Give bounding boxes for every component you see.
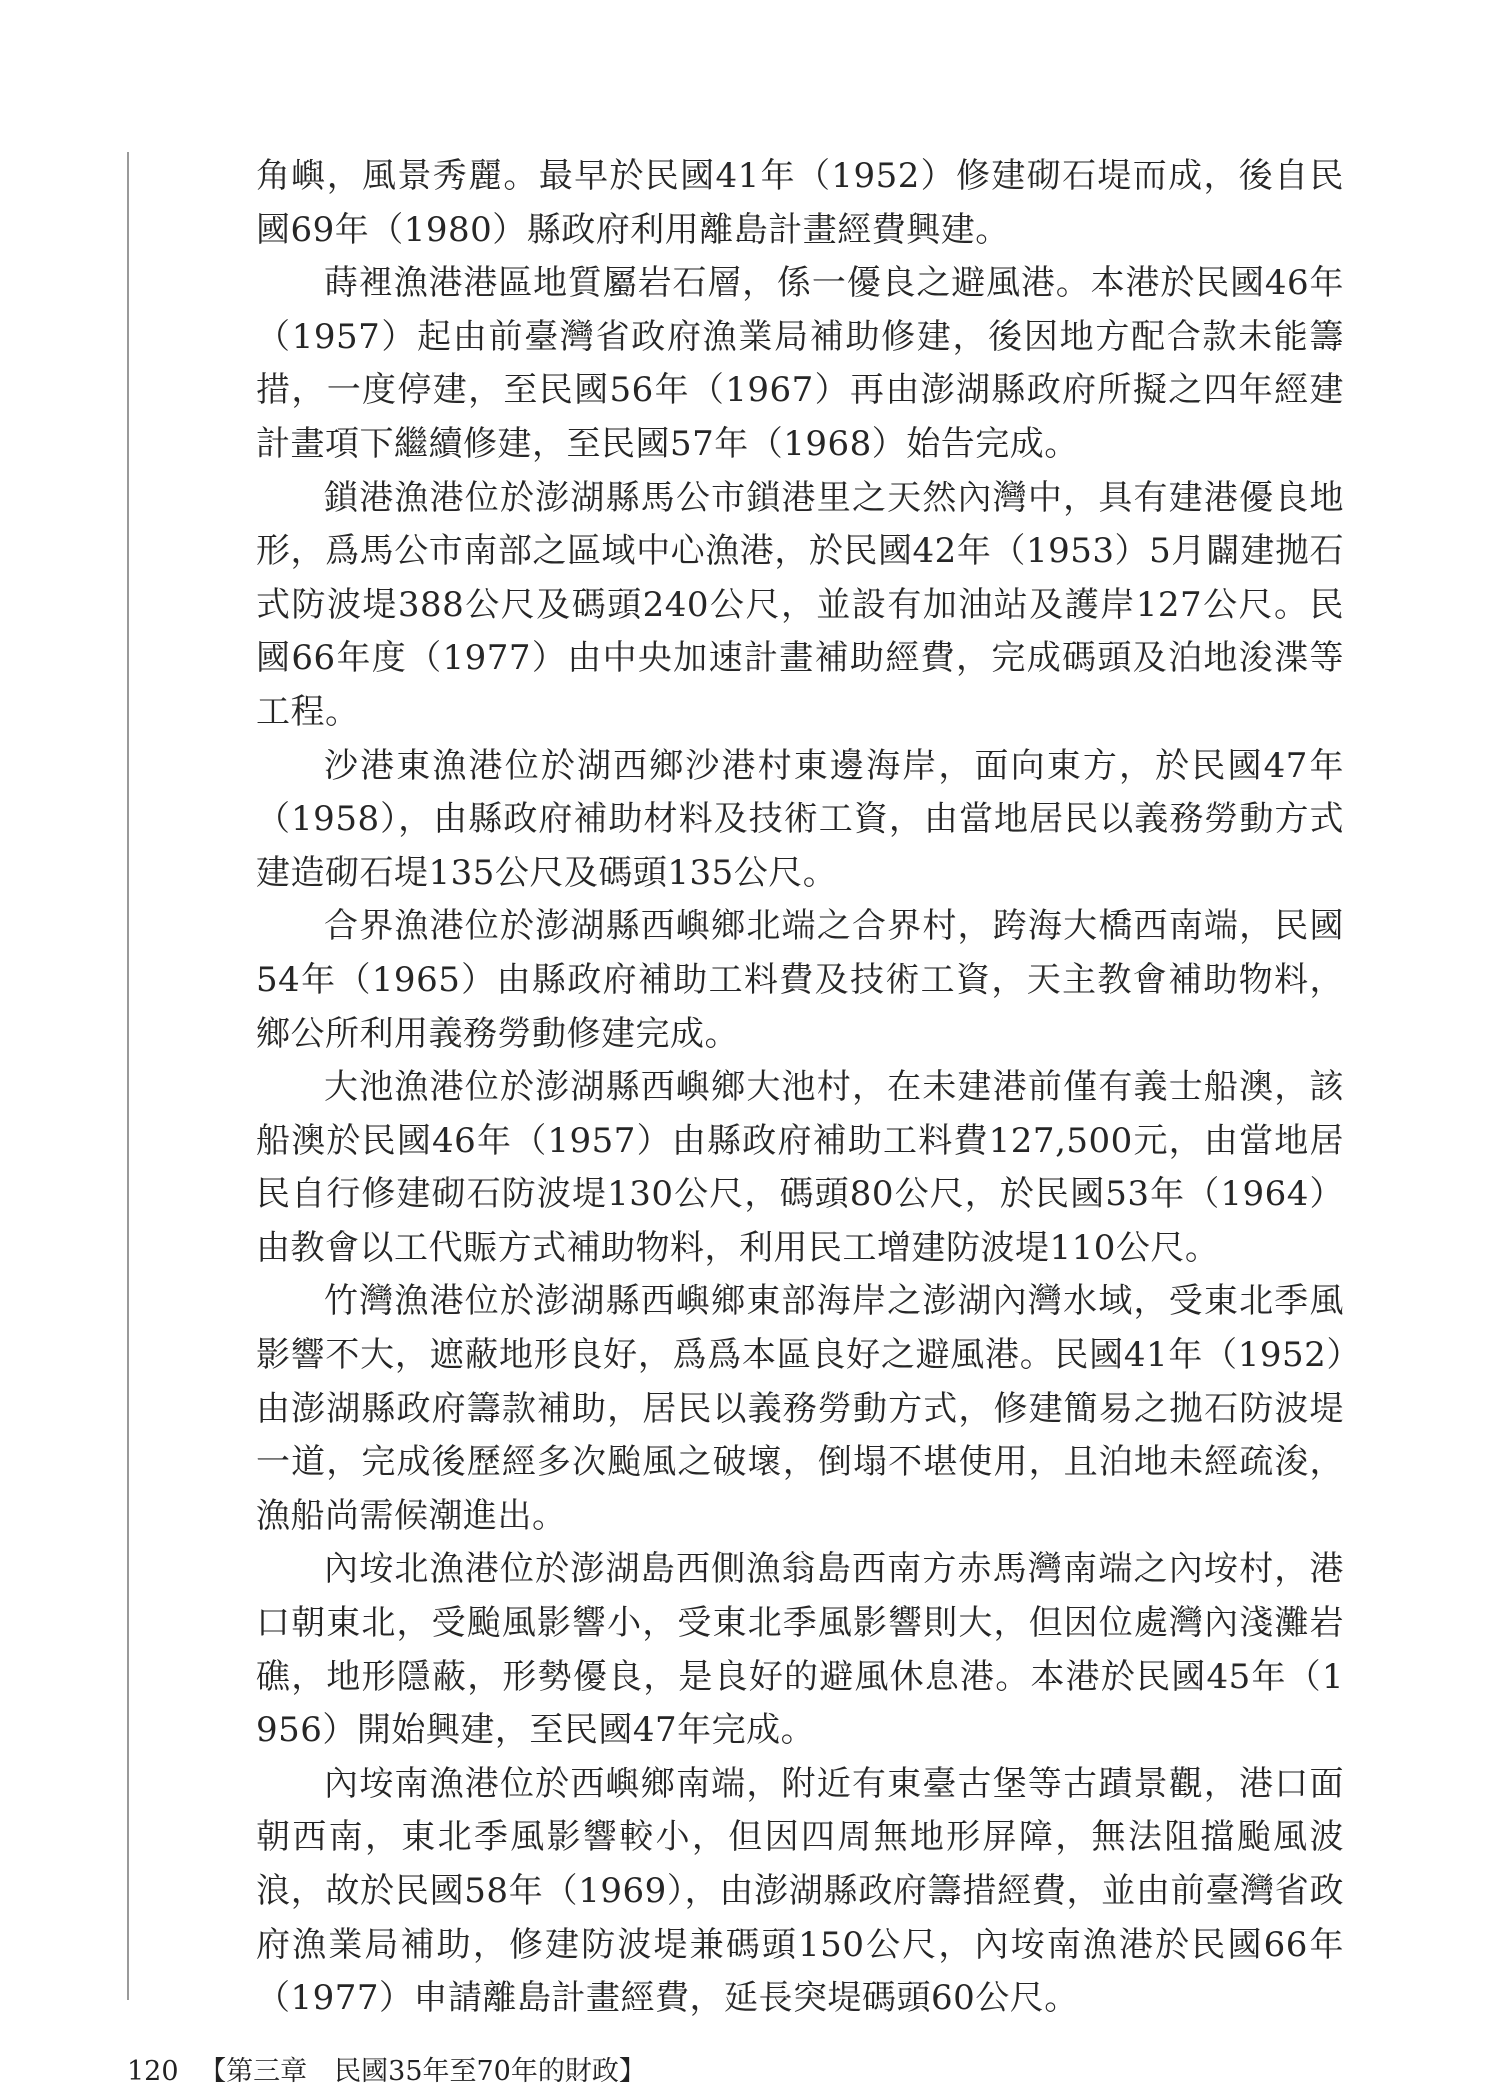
running-head: 【第三章 民國35年至70年的財政】 <box>199 2056 646 2087</box>
paragraph: 沙港東漁港位於湖西鄉沙港村東邊海岸，面向東方，於民國47年（1958），由縣政府補助材料及技術工資，由當地居民以義務勞動方式建造砌石堤135公尺及碼頭135公尺。 <box>256 745 1344 893</box>
paragraph: 內垵南漁港位於西嶼鄉南端，附近有東臺古堡等古蹟景觀，港口面朝西南，東北季風影響較小，但因四周無地形屏障，無法阻擋颱風波浪，故於民國58年（1969），由澎湖縣政府籌措經費，並由前臺灣省政府漁業局補助，修建防波堤兼碼頭150公尺，內垵南漁港於民國66年（1977）申請離島計畫經費，延長突堤碼頭60公尺。 <box>256 1763 1344 2019</box>
paragraph: 內垵北漁港位於澎湖島西側漁翁島西南方赤馬灣南端之內垵村，港口朝東北，受颱風影響小，受東北季風影響則大，但因位處灣內淺灘岩礁，地形隱蔽，形勢優良，是良好的避風休息港。本港於民國45年（1956）開始興建，至民國47年完成。 <box>256 1549 1344 1751</box>
paragraph: 蒔裡漁港港區地質屬岩石層，係一優良之避風港。本港於民國46年（1957）起由前臺灣省政府漁業局補助修建，後因地方配合款未能籌措，一度停建，至民國56年（1967）再由澎湖縣政府所擬之四年經建計畫項下繼續修建，至民國57年（1968）始告完成。 <box>256 263 1344 464</box>
page-number: 120 <box>127 2056 179 2087</box>
paragraph: 鎖港漁港位於澎湖縣馬公市鎖港里之天然內灣中，具有建港優良地形，爲馬公市南部之區域中心漁港，於民國42年（1953）5月闢建拋石式防波堤388公尺及碼頭240公尺，並設有加油站及護岸127公尺。民國66年度（1977）由中央加速計畫補助經費，完成碼頭及泊地浚渫等工程。 <box>256 477 1344 732</box>
body-text <box>256 150 1344 2026</box>
margin-rule <box>127 152 129 2000</box>
paragraph: 合界漁港位於澎湖縣西嶼鄉北端之合界村，跨海大橋西南端，民國54年（1965）由縣政府補助工料費及技術工資，天主教會補助物料，鄉公所利用義務勞動修建完成。 <box>256 906 1344 1054</box>
paragraph: 大池漁港位於澎湖縣西嶼鄉大池村，在未建港前僅有義士船澳，該船澳於民國46年（1957）由縣政府補助工料費127,500元，由當地居民自行修建砌石防波堤130公尺，碼頭80公尺，於民國53年（1964）由教會以工代賑方式補助物料，利用民工增建防波堤110公尺。 <box>256 1067 1344 1268</box>
paragraph: 竹灣漁港位於澎湖縣西嶼鄉東部海岸之澎湖內灣水域，受東北季風影響不大，遮蔽地形良好，爲爲本區良好之避風港。民國41年（1952）由澎湖縣政府籌款補助，居民以義務勞動方式，修建簡易之拋石防波堤一道，完成後歷經多次颱風之破壞，倒塌不堪使用，且泊地未經疏浚，漁船尚需候潮進出。 <box>256 1281 1344 1536</box>
page-footer <box>127 2055 646 2089</box>
paragraph: 角嶼，風景秀麗。最早於民國41年（1952）修建砌石堤而成，後自民國69年（1980）縣政府利用離島計畫經費興建。 <box>256 156 1344 250</box>
